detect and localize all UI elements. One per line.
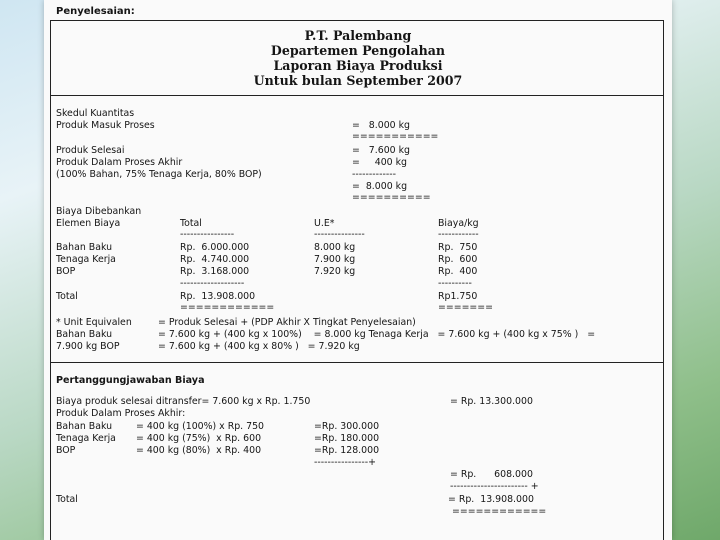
biaya-total-value: Rp. 13.908.000 <box>180 291 256 302</box>
report-title: Laporan Biaya Produksi <box>273 58 443 73</box>
ue-formula: = 7.600 kg + (400 kg x 100%) = 8.000 kg Tenaga Kerja = 7.600 kg + (400 kg x 75% ) = <box>158 329 596 340</box>
skedul-value: ========== <box>352 192 431 203</box>
header-dash: --------------- <box>314 229 365 240</box>
department-name: Departemen Pengolahan <box>270 43 446 58</box>
skedul-label: Produk Masuk Proses <box>56 120 155 131</box>
skedul-value: =========== <box>352 131 439 142</box>
company-name: P.T. Palembang <box>304 28 412 43</box>
biaya-elemen: BOP <box>56 266 76 277</box>
biaya-per-kg: Rp. 750 <box>438 242 478 253</box>
frame-left-rule <box>50 20 51 540</box>
biaya-title: Biaya Dibebankan <box>56 206 142 217</box>
ue-formula: = Produk Selesai + (PDP Akhir X Tingkat Penyelesaian) <box>158 317 416 328</box>
biaya-per-kg: Rp. 400 <box>438 266 478 277</box>
section-label: Penyelesaian: <box>56 6 135 17</box>
frame-right-rule <box>663 20 664 540</box>
ue-formula: = 7.600 kg + (400 kg x 80% ) = 7.920 kg <box>158 341 360 352</box>
biaya-ue: 7.920 kg <box>314 266 356 277</box>
biaya-total-per-kg: Rp1.750 <box>438 291 478 302</box>
skedul-value: = 8.000 kg <box>352 181 408 192</box>
ue-label: Bahan Baku <box>56 329 113 340</box>
col-header-elemen: Elemen Biaya <box>56 218 121 229</box>
header-dash: ------------ <box>438 229 479 240</box>
pdp-elemen: Bahan Baku <box>56 421 113 432</box>
skedul-label: Produk Dalam Proses Akhir <box>56 157 183 168</box>
pdp-subtotal-dash: ----------------+ <box>314 457 376 468</box>
pertanggungjawaban-title: Pertanggungjawaban Biaya <box>56 375 205 386</box>
ue-label: 7.900 kg BOP <box>56 341 120 352</box>
subtotal-dash: ------------------- <box>180 278 245 289</box>
biaya-ue: 8.000 kg <box>314 242 356 253</box>
skedul-label: (100% Bahan, 75% Tenaga Kerja, 80% BOP) <box>56 169 262 180</box>
col-header-biaya: Biaya/kg <box>438 218 479 229</box>
biaya-per-kg: Rp. 600 <box>438 254 478 265</box>
transfer-value: = Rp. 13.300.000 <box>450 396 533 407</box>
sum-dash: ----------------------- + <box>450 481 539 492</box>
transfer-label: Biaya produk selesai ditransfer= 7.600 kg x Rp. 1.750 <box>56 396 311 407</box>
total-double-rule: ============ <box>180 302 275 313</box>
header-divider <box>50 95 664 96</box>
section-divider <box>50 362 664 363</box>
subtotal-dash: ---------- <box>438 278 472 289</box>
report-period: Untuk bulan September 2007 <box>253 73 463 88</box>
document-page <box>44 0 672 540</box>
pdp-calc: = 400 kg (80%) x Rp. 400 <box>136 445 262 456</box>
biaya-total: Rp. 6.000.000 <box>180 242 250 253</box>
header-dash: ---------------- <box>180 229 235 240</box>
pdp-value: =Rp. 180.000 <box>314 433 380 444</box>
skedul-label: Produk Selesai <box>56 145 125 156</box>
pdp-total-value: = Rp. 608.000 <box>450 469 533 480</box>
pdp-elemen: Tenaga Kerja <box>56 433 116 444</box>
pdp-elemen: BOP <box>56 445 76 456</box>
frame-top-rule <box>50 20 664 21</box>
col-header-ue: U.E* <box>314 218 335 229</box>
pdp-value: =Rp. 128.000 <box>314 445 380 456</box>
skedul-value: ------------- <box>352 169 396 180</box>
biaya-total: Rp. 4.740.000 <box>180 254 250 265</box>
biaya-ue: 7.900 kg <box>314 254 356 265</box>
skedul-value: = 400 kg <box>352 157 408 168</box>
pdp-calc: = 400 kg (100%) x Rp. 750 <box>136 421 265 432</box>
grand-total-double-rule: ============ <box>452 506 547 517</box>
pdp-calc: = 400 kg (75%) x Rp. 600 <box>136 433 262 444</box>
ue-label: * Unit Equivalen <box>56 317 132 328</box>
grand-total-label: Total <box>56 494 78 505</box>
skedul-value: = 7.600 kg <box>352 145 410 156</box>
total-double-rule: ======= <box>438 302 493 313</box>
skedul-value: = 8.000 kg <box>352 120 410 131</box>
biaya-elemen: Tenaga Kerja <box>56 254 116 265</box>
grand-total-value: = Rp. 13.908.000 <box>448 494 534 505</box>
pdp-value: =Rp. 300.000 <box>314 421 380 432</box>
biaya-total: Rp. 3.168.000 <box>180 266 250 277</box>
pdp-label: Produk Dalam Proses Akhir: <box>56 408 186 419</box>
col-header-total: Total <box>180 218 202 229</box>
biaya-total-label: Total <box>56 291 78 302</box>
skedul-title: Skedul Kuantitas <box>56 108 135 119</box>
biaya-elemen: Bahan Baku <box>56 242 113 253</box>
